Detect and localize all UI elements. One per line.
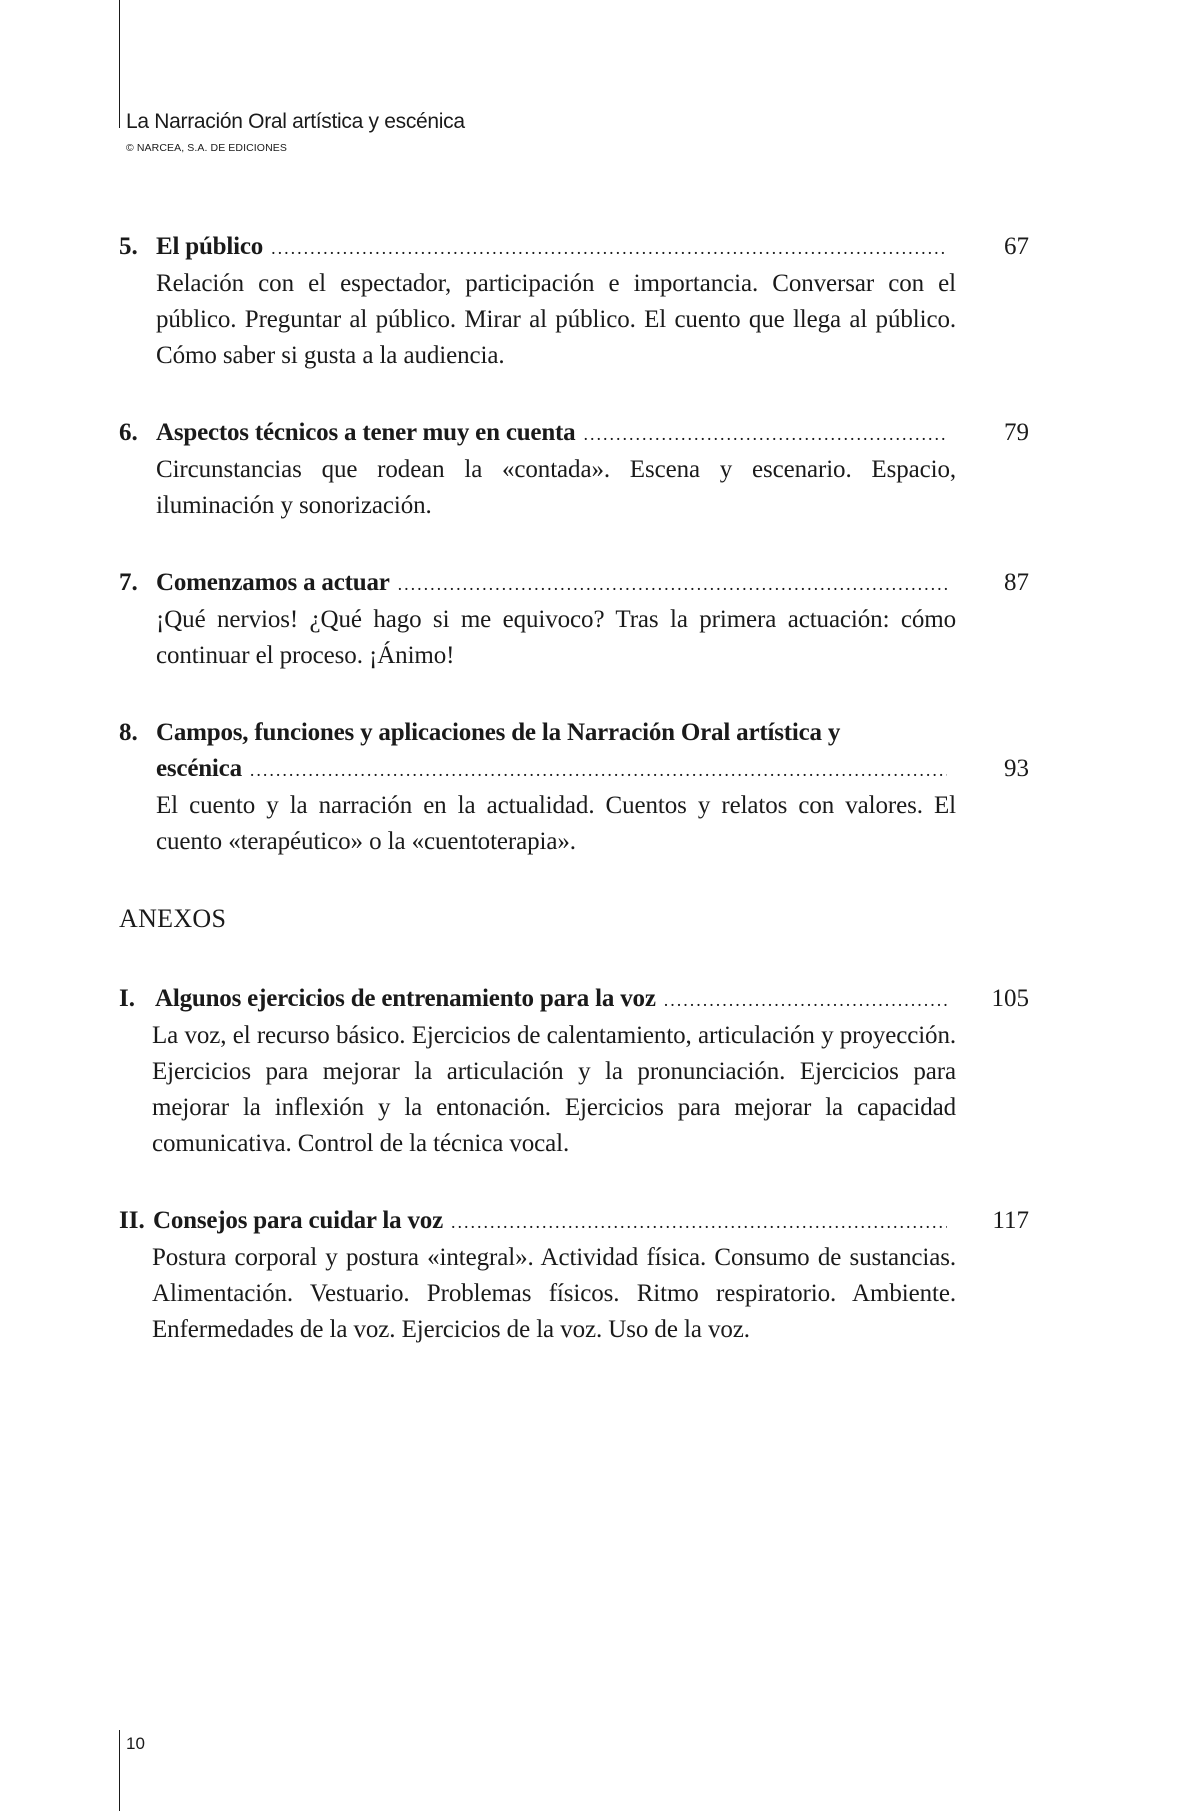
page-number[interactable]: 87: [1004, 569, 1029, 596]
annex-description: La voz, el recurso básico. Ejercicios de calentamiento, articulación y proyección. Ejercicios para mejorar la articulación y la pronunciación. Ejercicios para mejorar la inflexión y la entonación. Ejercicios para mejorar la capacidad comunicativa. Control de la técnica vocal.: [152, 1022, 956, 1157]
dot-leader: [664, 982, 947, 1018]
annex-title[interactable]: Consejos para cuidar la voz: [153, 1207, 443, 1234]
toc-entry-chapter-6[interactable]: [119, 415, 1029, 524]
annex-title[interactable]: Algunos ejercicios de entrenamiento para la voz: [155, 985, 656, 1012]
chapter-description: ¡Qué nervios! ¿Qué hago si me equivoco? Tras la primera actuación: cómo continuar el proceso. ¡Ánimo!: [156, 606, 956, 669]
chapter-title-line-1[interactable]: Campos, funciones y aplicaciones de la Narración Oral artística y: [156, 719, 841, 746]
chapter-number: 8.: [119, 719, 138, 746]
copyright-notice: © NARCEA, S.A. DE EDICIONES: [126, 142, 287, 154]
annex-number: II.: [119, 1207, 145, 1234]
page-number[interactable]: 117: [992, 1207, 1029, 1234]
page-number[interactable]: 93: [1004, 755, 1029, 782]
page-number[interactable]: 67: [1004, 233, 1029, 260]
chapter-title-line-2[interactable]: escénica: [156, 755, 242, 782]
dot-leader: [398, 566, 947, 602]
annex-description: Postura corporal y postura «integral». Actividad física. Consumo de sustancias. Alimentación. Vestuario. Problemas físicos. Ritmo respiratorio. Ambiente. Enfermedades de la voz. Ejercicios de la voz. Uso de la voz.: [152, 1244, 956, 1343]
chapter-number: 7.: [119, 569, 138, 596]
annexes-heading: ANEXOS: [119, 904, 227, 933]
dot-leader: [250, 752, 947, 788]
dot-leader: [583, 416, 947, 452]
chapter-description: Circunstancias que rodean la «contada». Escena y escenario. Espacio, iluminación y sonorización.: [156, 456, 956, 519]
chapter-title[interactable]: El público: [156, 233, 264, 260]
chapter-number: 6.: [119, 419, 138, 446]
page-number[interactable]: 105: [991, 985, 1029, 1012]
toc-entry-annex-2[interactable]: [119, 1203, 1029, 1348]
annex-number: I.: [119, 985, 135, 1012]
toc-entry-chapter-5[interactable]: [119, 229, 1029, 374]
chapter-description: Relación con el espectador, participación e importancia. Conversar con el público. Preguntar al público. Mirar al público. El cuento que llega al público. Cómo saber si gusta a la audiencia.: [156, 270, 956, 369]
chapter-description: El cuento y la narración en la actualidad. Cuentos y relatos con valores. El cuento «terapéutico» o la «cuentoterapia».: [156, 792, 956, 855]
page-number[interactable]: 79: [1004, 419, 1029, 446]
table-of-contents: [119, 229, 1029, 1389]
chapter-title[interactable]: Aspectos técnicos a tener muy en cuenta: [156, 419, 576, 446]
running-head-title: La Narración Oral artística y escénica: [126, 110, 465, 133]
chapter-number: 5.: [119, 233, 138, 260]
dot-leader: [451, 1204, 947, 1240]
header-rule: [119, 0, 120, 128]
toc-entry-chapter-8[interactable]: [119, 715, 1029, 860]
dot-leader: [271, 230, 947, 266]
toc-entry-chapter-7[interactable]: [119, 565, 1029, 674]
chapter-title[interactable]: Comenzamos a actuar: [156, 569, 390, 596]
footer-rule: [119, 1730, 120, 1811]
folio-page-number: 10: [126, 1734, 145, 1753]
toc-entry-annex-1[interactable]: [119, 981, 1029, 1162]
